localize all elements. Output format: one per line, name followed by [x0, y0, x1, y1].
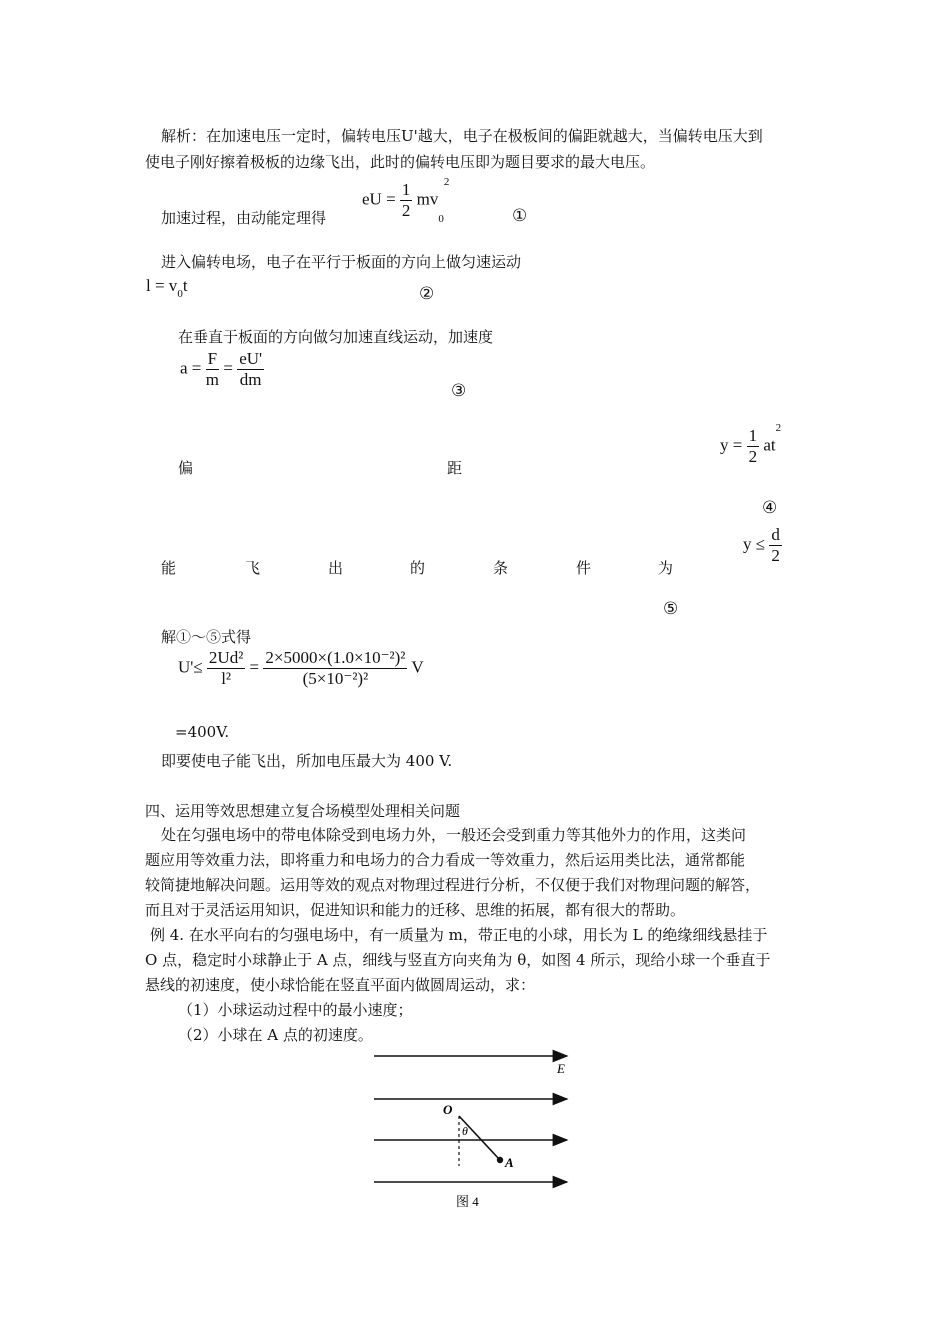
section-paragraph-line: 题应用等效重力法，即将重力和电场力的合力看成一等效重力，然后运用类比法，通常都能: [145, 851, 746, 869]
section-paragraph-line: 处在匀强电场中的带电体除受到电场力外，一般还会受到重力等其他外力的作用，这类问: [161, 826, 747, 844]
step2-text: 进入偏转电场，电子在平行于板面的方向上做匀速运动: [161, 253, 522, 271]
conclusion-text: 即要使电子能飞出，所加电压最大为 400 V.: [161, 752, 453, 770]
equation-mark-3: ③: [451, 381, 467, 401]
uniform-motion-formula: $l = v_0t$: [146, 276, 188, 300]
analysis-line-1: 解析：在加速电压一定时，偏转电压U'越大，电子在极板间的偏距就越大，当偏转电压大到: [161, 127, 763, 145]
question-1: （1）小球运动过程中的最小速度；: [178, 1001, 413, 1019]
condition-char: 条: [493, 559, 509, 577]
equation-mark-5: ⑤: [663, 599, 679, 619]
condition-char: 为: [658, 559, 674, 577]
condition-char: 的: [410, 559, 426, 577]
label-O: O: [443, 1102, 453, 1117]
step1-text: 加速过程，由动能定理得: [161, 209, 327, 227]
step4-char-1: 偏: [178, 459, 194, 477]
condition-char: 件: [576, 559, 592, 577]
condition-formula: y ≤ $\frac{d}{2}$: [743, 525, 780, 565]
ball: [497, 1157, 503, 1163]
label-A: A: [505, 1155, 514, 1170]
section-paragraph-line: 而且对于灵活运用知识，促进知识和能力的迁移、思维的拓展，都有很大的帮助。: [145, 901, 686, 919]
label-theta: θ: [462, 1124, 468, 1138]
equation-mark-1: ①: [512, 206, 528, 226]
example-line: 例 4. 在水平向右的匀强电场中，有一质量为 m，带正电的小球，用长为 L 的绝缘细线悬挂于: [150, 926, 768, 944]
label-E: E: [557, 1061, 565, 1076]
section-paragraph-line: 较简捷地解决问题。运用等效的观点对物理过程进行分析，不仅便于我们对物理问题的解答，: [145, 876, 761, 894]
condition-char: 能: [161, 559, 177, 577]
condition-char: 出: [328, 559, 344, 577]
figure-caption: 图 4: [456, 1194, 479, 1209]
solve-text: 解①～⑤式得: [161, 628, 252, 646]
kinetic-energy-formula: eU = $\frac{1}{2}$ $mv_0^2$: [362, 176, 450, 225]
max-voltage-formula: U'≤ $\frac{\text{2Ud²}}{\text{l²}}$ = $\frac{\text{2×5000×(1.0×10⁻²)²}}{\text{(5×10⁻²)²}}$ V: [178, 648, 424, 688]
step3-text: 在垂直于板面的方向做匀加速直线运动，加速度: [178, 328, 494, 346]
figure-4-diagram: [370, 1046, 575, 1211]
analysis-line-2: 使电子刚好擦着极板的边缘飞出，此时的偏转电压即为题目要求的最大电压。: [145, 153, 656, 171]
acceleration-formula: a = $\frac{F}{m}$ = $\frac{eU'}{dm}$: [180, 349, 263, 389]
deflection-formula: y = $\frac{1}{2}$ $at^2$: [720, 422, 782, 466]
step4-char-2: 距: [447, 459, 463, 477]
section-heading: 四、运用等效思想建立复合场模型处理相关问题: [145, 802, 461, 820]
condition-char: 飞: [245, 559, 261, 577]
equation-mark-2: ②: [419, 284, 435, 304]
result-value: =400V.: [175, 723, 230, 741]
example-line: 悬线的初速度，使小球恰能在竖直平面内做圆周运动，求：: [145, 976, 536, 994]
equation-mark-4: ④: [762, 498, 778, 518]
question-2: （2）小球在 A 点的初速度。: [178, 1026, 373, 1044]
example-line: O 点，稳定时小球静止于 A 点，细线与竖直方向夹角为 θ，如图 4 所示，现给小球一个垂直于: [145, 951, 771, 969]
